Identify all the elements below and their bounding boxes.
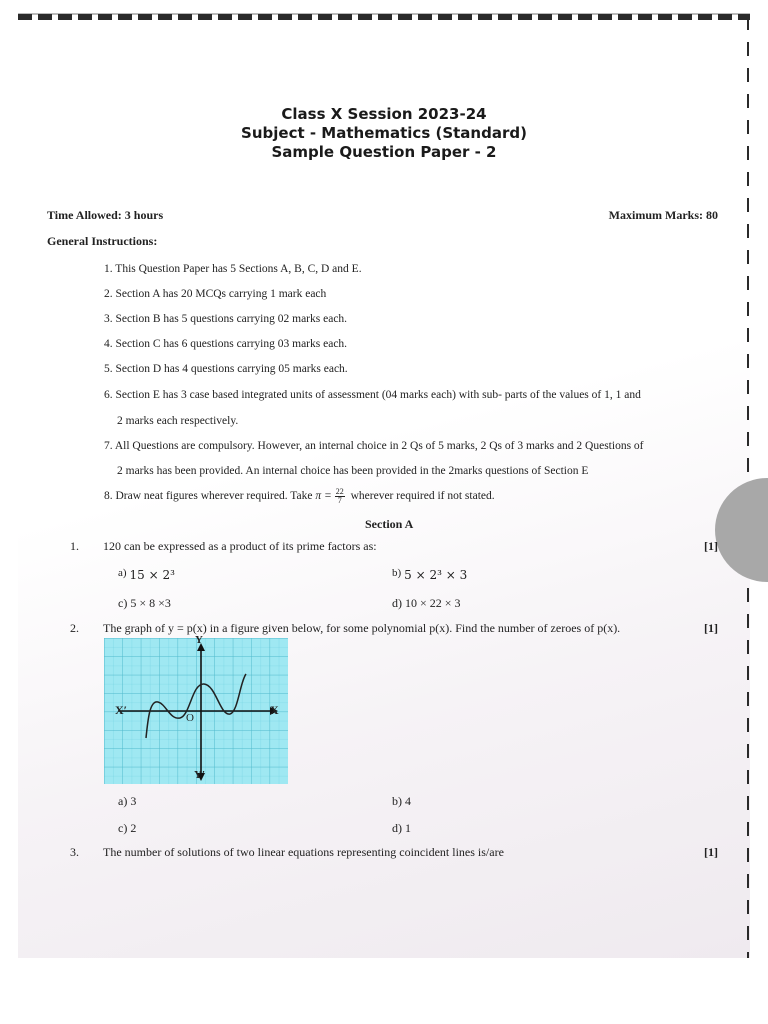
question-3-marks: [1] (704, 845, 718, 859)
instruction-item: 1. This Question Paper has 5 Sections A, B, C, D and E. (104, 263, 362, 275)
question-1-number: 1. (70, 539, 79, 553)
instruction-item: 3. Section B has 5 questions carrying 02 marks each. (104, 313, 348, 325)
question-2-option-c: c) 2 (118, 821, 137, 835)
title-subject: Subject - Mathematics (Standard) (241, 124, 527, 142)
maximum-marks: Maximum Marks: 80 (608, 208, 718, 222)
graph-label-y-bottom: Y′ (194, 769, 206, 781)
instruction-item-8 (104, 488, 495, 505)
option-a-label: a) (118, 567, 127, 579)
question-3-number: 3. (70, 845, 79, 859)
question-2-marks: [1] (704, 621, 718, 635)
question-2-text: The graph of y = p(x) in a figure given below, for some polynomial p(x). Find the number of zeroes of p(x). (103, 621, 621, 635)
pi-symbol: π = (315, 490, 332, 503)
option-b-value: 5 × 2³ × 3 (404, 568, 468, 582)
fraction-22-over-7 (335, 488, 345, 505)
section-a-heading: Section A (365, 517, 414, 531)
question-2-option-d: d) 1 (392, 821, 411, 835)
question-2-number: 2. (70, 621, 79, 635)
question-1-option-d: d) 10 × 22 × 3 (392, 596, 461, 610)
instruction-item: 6. Section E has 3 case based integrated units of assessment (04 marks each) with sub- parts of the values of 1, 1 and (104, 389, 641, 401)
question-2-option-a: a) 3 (118, 794, 137, 808)
question-1-option-a (118, 567, 175, 583)
instruction-item-continued: 2 marks each respectively. (117, 415, 239, 427)
instruction-item: 4. Section C has 6 questions carrying 03 marks each. (104, 338, 348, 350)
title-class-session: Class X Session 2023-24 (281, 105, 487, 123)
instruction-item: 7. All Questions are compulsory. However, an internal choice in 2 Qs of 5 marks, 2 Qs of 3 marks and 2 Questions of (104, 440, 644, 452)
paper-title (18, 105, 750, 162)
question-2-option-b: b) 4 (392, 794, 411, 808)
graph-label-x-left: X′ (115, 703, 128, 717)
polynomial-graph-figure (104, 634, 288, 784)
graph-label-y-top: Y (195, 634, 203, 646)
graph-label-origin: O (186, 712, 194, 724)
instruction-8-text: 8. Draw neat figures wherever required. Take (104, 490, 316, 503)
question-1-text: 120 can be expressed as a product of its prime factors as: (103, 539, 377, 553)
fraction-denominator: 7 (337, 496, 342, 505)
instruction-item: 2. Section A has 20 MCQs carrying 1 mark each (104, 288, 327, 300)
graph-label-x-right: X (270, 703, 279, 717)
question-1-option-b (392, 567, 467, 583)
option-b-label: b) (392, 567, 402, 579)
instruction-item-continued: 2 marks has been provided. An internal choice has been provided in the 2marks questions of Section E (117, 465, 589, 477)
instruction-8-tail: wherever required if not stated. (347, 490, 495, 503)
question-1-marks: [1] (704, 539, 718, 553)
option-a-value: 15 × 2³ (129, 568, 175, 582)
page-top-dashed-border (18, 14, 750, 20)
fraction-numerator: 22 (335, 487, 344, 496)
instruction-item: 5. Section D has 4 questions carrying 05 marks each. (104, 363, 348, 375)
question-3-text: The number of solutions of two linear equations representing coincident lines is/are (103, 845, 504, 859)
title-paper-number: Sample Question Paper - 2 (271, 143, 497, 161)
question-1-option-c: c) 5 × 8 ×3 (118, 596, 171, 610)
time-allowed: Time Allowed: 3 hours (47, 208, 164, 222)
general-instructions-heading: General Instructions: (47, 234, 158, 248)
polynomial-graph-svg (104, 638, 288, 784)
